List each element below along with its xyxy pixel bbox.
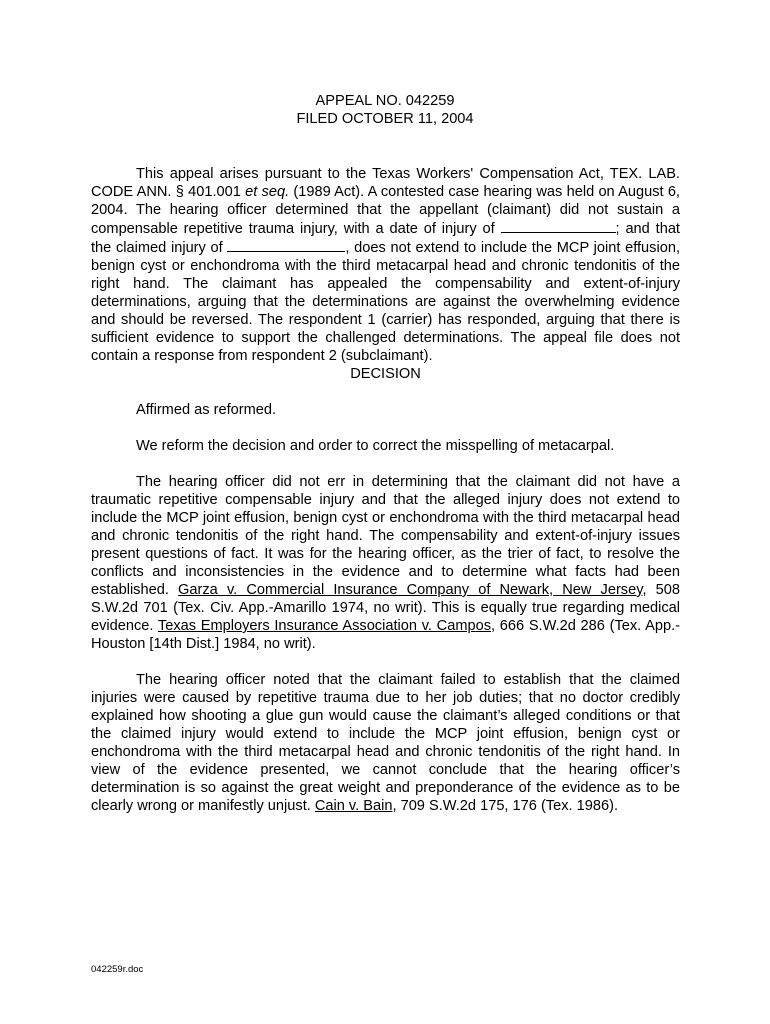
case-citation-cain: Cain v. Bain [314, 798, 393, 814]
reform-paragraph: We reform the decision and order to correct the misspelling of metacarpal. [136, 438, 615, 454]
analysis-text-3: , 666 S.W.2d 286 (Tex. App.-Houston [14th Dist.] 1984, no writ). [91, 618, 681, 652]
analysis-text-2: , 508 S.W.2d 701 (Tex. Civ. App.-Amarillo 1974, no writ). This is equally true regarding medical evidence. [91, 582, 680, 634]
appeal-number: APPEAL NO. 042259 [315, 93, 455, 109]
intro-text-2: (1989 Act). A contested case hearing was held on August 6, 2004. The hearing officer determined that the appellant (claimant) did not sustain a compensable repetitive trauma injury, with a date of injury of [91, 184, 680, 237]
document-header [0, 92, 770, 128]
case-citation-garza: Garza v. Commercial Insurance Company of Newark, New Jersey [178, 582, 643, 598]
affirmed-paragraph: Affirmed as reformed. [136, 402, 277, 418]
et-seq: et seq. [245, 184, 290, 200]
file-name-footer: 042259r.doc [91, 964, 144, 975]
filed-date: FILED OCTOBER 11, 2004 [296, 111, 474, 127]
conclusion-text-2: , 709 S.W.2d 175, 176 (Tex. 1986). [392, 798, 619, 814]
conclusion-text-1: The hearing officer noted that the claimant failed to establish that the claimed injuries were caused by repetitive trauma due to her job duties; that no doctor credibly explained how shooting a glue gun would cause the claimant’s alleged conditions or that the claimed injury would extend to include the MCP joint effusion, benign cyst or enchondroma with the third metacarpal head and chronic tendonitis of the right hand. In view of the evidence presented, we cannot conclude that the hearing officer’s determination is so against the great weight and preponderance of the evidence as to be clearly wrong or manifestly unjust. [91, 672, 680, 814]
intro-text-1: This appeal arises pursuant to the Texas Workers' Compensation Act, TEX. LAB. CODE ANN. § 401.001 [91, 166, 680, 200]
analysis-paragraph [91, 473, 680, 653]
decision-heading: DECISION [350, 366, 421, 382]
intro-text-4: , does not extend to include the MCP joint effusion, benign cyst or enchondroma with the third metacarpal head and chronic tendonitis of the right hand. The claimant has appealed the compensability and extent-of-injury determinations, arguing that the determinations are against the overwhelming evidence and should be reversed. The respondent 1 (carrier) has responded, arguing that there is sufficient evidence to support the challenged determinations. The appeal file does not contain a response from respondent 2 (subclaimant). [91, 240, 681, 364]
document-body [91, 165, 680, 833]
analysis-text-1: The hearing officer did not err in determining that the claimant did not have a traumatic repetitive compensable injury and that the alleged injury does not extend to include the MCP joint effusion, benign cyst or enchondroma with the third metacarpal head and chronic tendonitis of the right hand. The compensability and extent-of-injury issues present questions of fact. It was for the hearing officer, as the trier of fact, to resolve the conflicts and inconsistencies in the evidence and to determine what facts had been established. [91, 474, 680, 598]
conclusion-paragraph [91, 671, 680, 815]
intro-text-3: ; and that the claimed injury of [91, 221, 680, 256]
redacted-injury-blank [227, 238, 345, 252]
redacted-date-blank [501, 219, 616, 233]
intro-paragraph [91, 165, 680, 365]
case-citation-campos: Texas Employers Insurance Association v. Campos [157, 618, 492, 634]
